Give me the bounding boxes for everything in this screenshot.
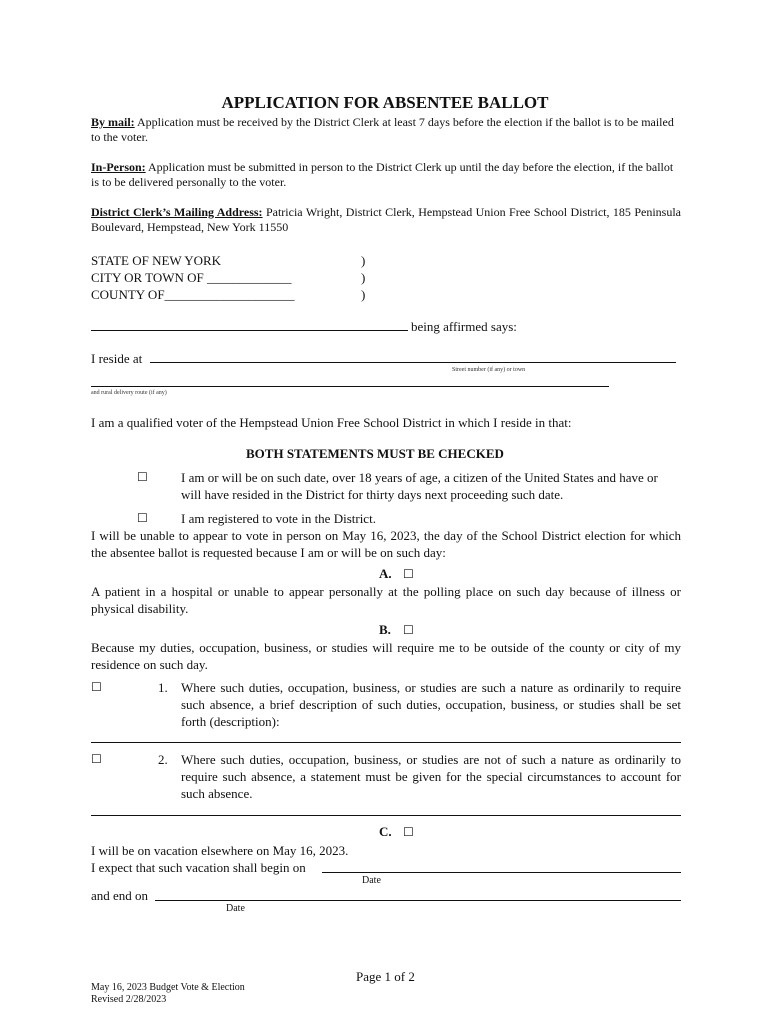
option-a-checkbox[interactable]: ☐	[403, 567, 414, 581]
residence-street-line[interactable]	[150, 362, 676, 363]
both-statements-heading: BOTH STATEMENTS MUST BE CHECKED	[246, 446, 504, 461]
clerk-address-label: District Clerk’s Mailing Address:	[91, 205, 263, 219]
option-a-label: A.	[379, 566, 392, 581]
vacation-begin-date-hint: Date	[362, 875, 381, 886]
option-c-checkbox[interactable]: ☐	[403, 825, 414, 839]
affirmed-text: being affirmed says:	[411, 319, 517, 334]
by-mail-text: Application must be received by the District Clerk at least 7 days before the election if the ballot is to be mailed to the voter.	[91, 115, 674, 144]
in-person-label: In-Person:	[91, 160, 146, 174]
venue-paren-2: )	[361, 270, 366, 285]
reside-label: I reside at	[91, 351, 143, 366]
vacation-end-date-hint: Date	[226, 903, 245, 914]
in-person-paragraph	[91, 160, 681, 190]
page-number: Page 1 of 2	[356, 969, 415, 984]
vacation-end-date-line[interactable]	[155, 900, 681, 901]
vacation-end-label: and end on	[91, 888, 149, 903]
option-b-text: Because my duties, occupation, business, or studies will require me to be outside of the county or city of my residence on such day.	[91, 640, 681, 672]
statement-2-checkbox[interactable]: ☐	[137, 511, 148, 525]
special-circumstances-line[interactable]	[91, 815, 681, 816]
option-b1-text: Where such duties, occupation, business, or studies are such a nature as ordinarily to require such absence, a brief description of such duties, occupation, business, or studies shall be set forth (description):	[181, 680, 681, 729]
affiant-name-line[interactable]	[91, 330, 408, 331]
option-b2-text: Where such duties, occupation, business, or studies are not of such a nature as ordinarily to require such absence, a statement must be given for the special circumstances to account for such absence.	[181, 752, 681, 801]
vacation-text: I will be on vacation elsewhere on May 16, 2023.	[91, 843, 349, 858]
vacation-begin-date-line[interactable]	[322, 872, 681, 873]
venue-county: COUNTY OF____________________	[91, 287, 295, 302]
option-c-label: C.	[379, 824, 392, 839]
footer-line-2: Revised 2/28/2023	[91, 994, 167, 1005]
venue-paren-1: )	[361, 253, 366, 268]
option-b2-number: 2.	[158, 752, 168, 767]
option-b-label: B.	[379, 622, 391, 637]
option-b2-checkbox[interactable]: ☐	[91, 752, 102, 766]
residence-route-line[interactable]	[91, 386, 609, 387]
unable-to-appear-text: I will be unable to appear to vote in person on May 16, 2023, the day of the School District election for which the absentee ballot is requested because I am or will be on such day:	[91, 528, 681, 560]
option-b1-number: 1.	[158, 680, 168, 695]
clerk-address-text: Patricia Wright, District Clerk, Hempstead Union Free School District, 185 Peninsula Boulevard, Hempstead, New York 11550	[91, 205, 681, 234]
by-mail-label: By mail:	[91, 115, 135, 129]
street-hint: Street number (if any) or town	[452, 367, 526, 373]
page-title: APPLICATION FOR ABSENTEE BALLOT	[221, 93, 549, 112]
option-a-text: A patient in a hospital or unable to appear personally at the polling place on such day because of illness or physical disability.	[91, 584, 681, 616]
rural-hint: and rural delivery route (if any)	[91, 390, 167, 396]
qualified-voter-text: I am a qualified voter of the Hempstead Union Free School District in which I reside in that:	[91, 415, 572, 430]
description-line[interactable]	[91, 742, 681, 743]
option-b-checkbox[interactable]: ☐	[403, 623, 414, 637]
venue-city: CITY OR TOWN OF _____________	[91, 270, 292, 285]
vacation-begin-label: I expect that such vacation shall begin on	[91, 860, 306, 875]
venue-state: STATE OF NEW YORK	[91, 253, 222, 268]
venue-paren-3: )	[361, 287, 366, 302]
in-person-text: Application must be submitted in person to the District Clerk up until the day before the election, if the ballot is to be delivered personally to the voter.	[91, 160, 674, 189]
statement-1-checkbox[interactable]: ☐	[137, 470, 148, 484]
option-b1-checkbox[interactable]: ☐	[91, 680, 102, 694]
footer-line-1: May 16, 2023 Budget Vote & Election	[91, 982, 245, 993]
by-mail-paragraph	[91, 115, 681, 145]
clerk-address-paragraph	[91, 205, 681, 235]
statement-2-text: I am registered to vote in the District.	[181, 511, 376, 526]
statement-1-text: I am or will be on such date, over 18 years of age, a citizen of the United States and have or will have resided in the District for thirty days next proceeding such date.	[181, 470, 658, 502]
